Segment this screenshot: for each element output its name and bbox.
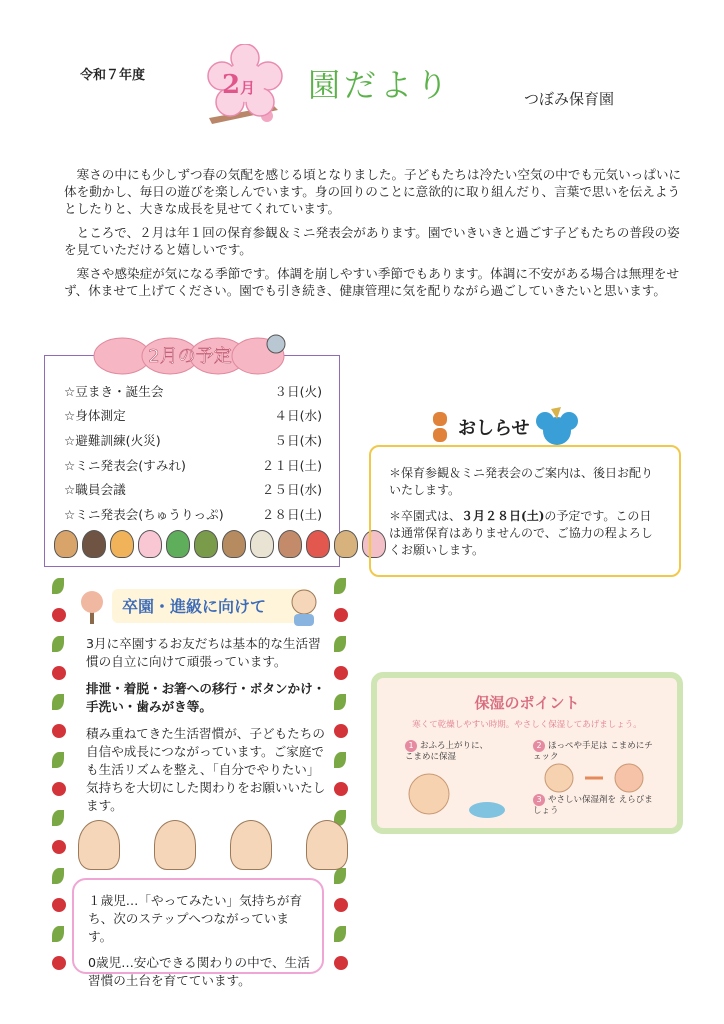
sheep-icon bbox=[250, 530, 274, 558]
school-name: つぼみ保育園 bbox=[524, 90, 615, 108]
mouse-icon bbox=[54, 530, 78, 558]
notice-paragraph: ＊卒園式は、３月２８日(土)の予定です。この日は通常保育はありませんので、ご協力の程よろしくお願いします。 bbox=[389, 509, 653, 557]
dragon-icon bbox=[166, 530, 190, 558]
children-illustration-row bbox=[78, 820, 348, 870]
schedule-list bbox=[64, 378, 322, 526]
moisturizing-step: 3 やさしい保湿剤を えらびましょう bbox=[533, 795, 653, 816]
newsletter-title: 園だより bbox=[308, 66, 453, 104]
schedule-row: ☆身体測定 ４日(水) bbox=[64, 408, 322, 424]
graduation-text bbox=[86, 635, 326, 824]
horse-icon bbox=[222, 530, 246, 558]
tiger-icon bbox=[110, 530, 134, 558]
schedule-row: ☆避難訓練(火災) ５日(木) bbox=[64, 432, 322, 448]
graduation-paragraph: 積み重ねてきた生活習慣が、子どもたちの自信や成長につながっています。ご家庭でも生活リズムを整え、「自分でやりたい」気持ちを大切にした関わりをお願いいたします。 bbox=[86, 726, 326, 813]
schedule-row: ☆ミニ発表会(ちゅうりっぷ) ２８日(土) bbox=[64, 506, 322, 522]
snake-icon bbox=[194, 530, 218, 558]
moisturizing-points-panel bbox=[371, 672, 683, 834]
dog-icon bbox=[334, 530, 358, 558]
baby-faces-illustration bbox=[537, 762, 657, 796]
intro-paragraph: 寒さの中にも少しずつ春の気配を感じる頃となりました。子どもたちは冷たい空気の中でも元気いっぱいに体を動かし、毎日の遊びを楽しんでいます。身の回りのことに意欲的に取り組んだり、言葉で思いを伝えようとしたりと、大きな成長を見せてくれています。 bbox=[64, 167, 682, 216]
schedule-row: ☆ミニ発表会(すみれ) ２１日(土) bbox=[64, 457, 322, 473]
age-note: １歳児…「やってみたい」気持ちが育ち、次のステップへつながっています。 bbox=[88, 893, 303, 944]
moisturizing-step: 1 おふろ上がりに、こまめに保湿 bbox=[405, 741, 489, 762]
intro-paragraph: 寒さや感染症が気になる季節です。体調を崩しやすい季節でもあります。体調に不安がある場合は無理をせず、休ませて上げてください。園でも引き続き、健康管理に気を配りながら過ごしていきたいと思います。 bbox=[64, 266, 680, 298]
mitten-icon bbox=[430, 410, 452, 444]
month-number: 2月 bbox=[222, 70, 256, 100]
schedule-heading: 2月の予定 bbox=[148, 346, 232, 367]
schedule-heading-hearts bbox=[92, 330, 288, 376]
left-flower-border bbox=[52, 578, 66, 970]
graduation-habits: 排泄・着脱・お箸への移行・ボタンかけ・手洗い・歯みがき等。 bbox=[86, 681, 326, 714]
zodiac-animals-row bbox=[54, 530, 386, 558]
rooster-icon bbox=[306, 530, 330, 558]
child-clapping-icon bbox=[154, 820, 196, 870]
age-note: 0歳児…安心できる関わりの中で、生活習慣の土台を育てています。 bbox=[88, 955, 310, 988]
notice-paragraph: ＊保育参観＆ミニ発表会のご案内は、後日お配りいたします。 bbox=[389, 466, 654, 497]
intro-paragraph: ところで、２月は年１回の保育参観＆ミニ発表会があります。園でいきいきと過ごす子どもたちの普段の姿を見ていただけると嬉しいです。 bbox=[64, 225, 680, 257]
graduation-paragraph: 3月に卒園するお友だちは基本的な生活習慣の自立に向けて頑張っています。 bbox=[86, 636, 321, 669]
mouse-mascot-icon bbox=[535, 407, 579, 447]
tree-icon bbox=[78, 590, 106, 624]
baby-bath-illustration bbox=[399, 770, 509, 822]
notice-box bbox=[369, 445, 681, 577]
age-notes-box bbox=[72, 878, 324, 988]
schedule-row: ☆豆まき・誕生会 ３日(火) bbox=[64, 383, 322, 399]
moisturizing-subtitle: 寒くて乾燥しやすい時期。やさしく保湿してあげましょう。 bbox=[412, 720, 642, 730]
ox-icon bbox=[82, 530, 106, 558]
moisturizing-title: 保湿のポイント bbox=[474, 694, 580, 712]
child-washing-hands-icon bbox=[230, 820, 272, 870]
child-icon bbox=[284, 588, 324, 626]
monkey-icon bbox=[278, 530, 302, 558]
notice-heading: おしらせ bbox=[458, 418, 530, 439]
notice-heading-row bbox=[430, 407, 579, 447]
child-dressing-icon bbox=[78, 820, 120, 870]
graduation-heading: 卒園・進級に向けて bbox=[122, 597, 267, 616]
right-flower-border bbox=[334, 578, 348, 970]
child-brushing-teeth-icon bbox=[306, 820, 348, 870]
schedule-row: ☆職員会議 ２５日(水) bbox=[64, 482, 322, 498]
moisturizing-step: 2 ほっぺや手足は こまめにチェック bbox=[533, 741, 653, 762]
year-label: 令和７年度 bbox=[80, 68, 146, 83]
intro-text bbox=[64, 166, 684, 306]
rabbit-icon bbox=[138, 530, 162, 558]
